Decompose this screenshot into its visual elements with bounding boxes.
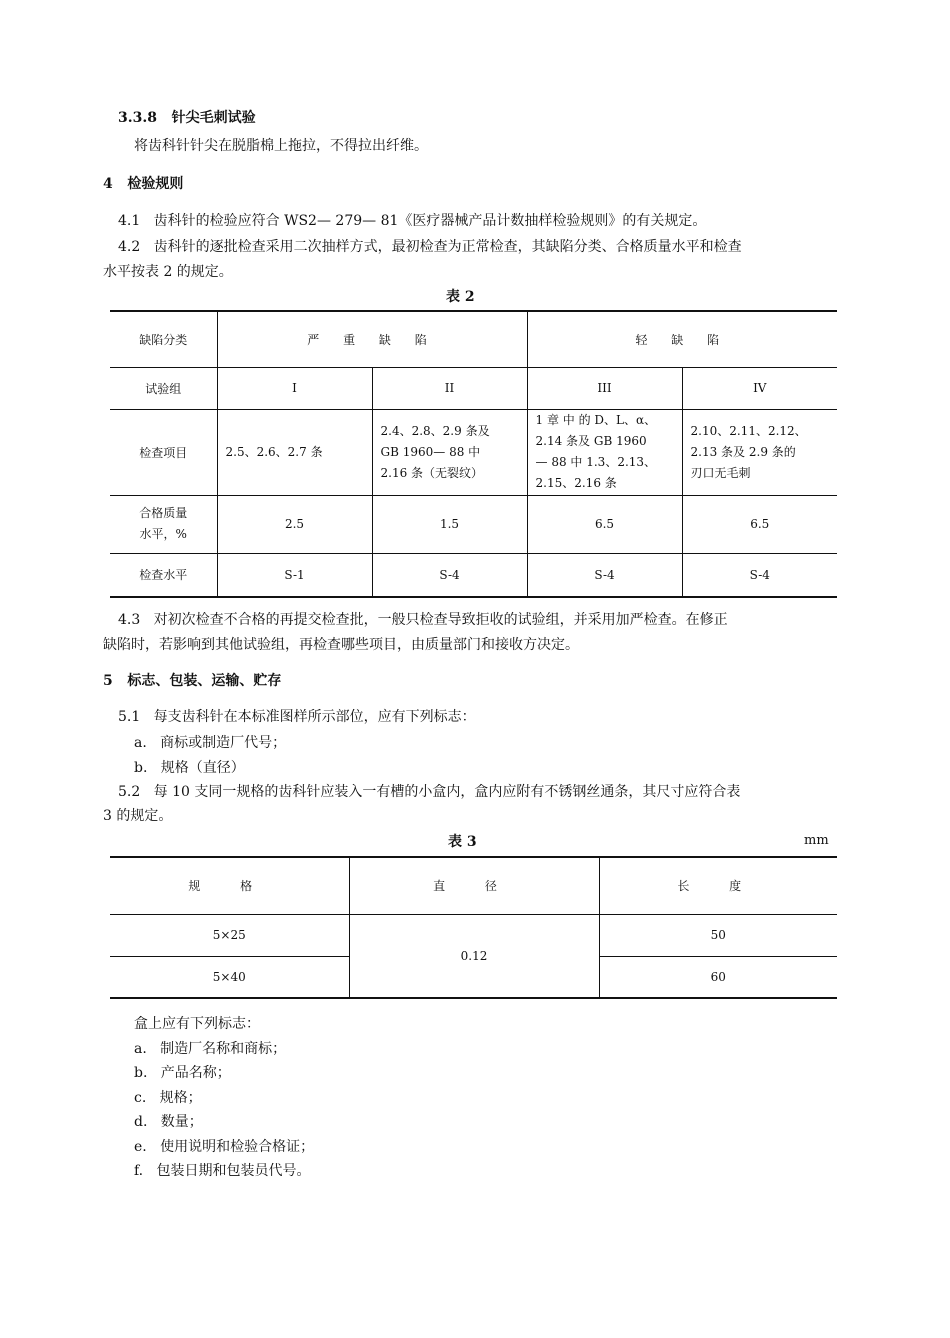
items-line: GB 1960— 88 中	[380, 444, 481, 459]
aql-cell: 1.5	[372, 495, 527, 553]
items-cell	[217, 409, 372, 495]
spec-cell: 5×40	[110, 956, 349, 998]
box-item-b	[134, 1063, 231, 1083]
clause-5-1	[118, 707, 476, 727]
item-text: 包装日期和包装员代号。	[156, 1163, 311, 1179]
section-title: 标志、包装、运输、贮存	[127, 673, 282, 689]
group-cell: II	[372, 367, 527, 409]
group-cell: IV	[682, 367, 837, 409]
items-line: 2.5、2.6、2.7 条	[225, 444, 323, 459]
items-line: 2.13 条及 2.9 条的	[690, 444, 796, 459]
clause-number: 3.3.8	[118, 110, 157, 126]
aql-cell: 6.5	[527, 495, 682, 553]
clause-text: 每 10 支同一规格的齿科针应装入一有槽的小盒内，盒内应附有不锈钢丝通条，其尺寸应符合表	[153, 784, 741, 800]
length-cell: 50	[599, 914, 837, 956]
section-title: 检验规则	[127, 176, 184, 192]
box-markings-intro: 盒上应有下列标志：	[134, 1016, 260, 1032]
row-header-defect-class: 缺陷分类	[110, 311, 217, 367]
items-line: 2.15、2.16 条	[535, 476, 617, 490]
clause-5-2-line-1	[118, 782, 740, 802]
item-key: b.	[134, 1065, 148, 1081]
clause-4-1	[118, 211, 706, 231]
spec-cell: 5×25	[110, 914, 349, 956]
items-line: — 88 中 1.3、2.13、	[535, 455, 657, 469]
header-length: 长 度	[599, 857, 837, 914]
box-item-c	[134, 1088, 202, 1108]
table-row	[110, 914, 837, 956]
table-row	[110, 311, 837, 367]
section-4-heading	[103, 174, 183, 194]
table-row	[110, 367, 837, 409]
table-2	[110, 310, 837, 598]
items-line: 2.14 条及 GB 1960	[535, 434, 647, 448]
items-line: 2.16 条（无裂纹）	[380, 465, 484, 480]
item-text: 产品名称；	[160, 1065, 231, 1081]
clause-4-2-line-2: 水平按表 2 的规定。	[103, 264, 233, 280]
item-key: e.	[134, 1139, 147, 1155]
item-text: 使用说明和检验合格证；	[160, 1139, 315, 1155]
clause-4-2-line-1	[118, 237, 742, 257]
table-2-caption: 表 2	[446, 289, 475, 305]
table-row	[110, 553, 837, 597]
items-line: 2.10、2.11、2.12、	[690, 423, 807, 438]
items-cell	[682, 409, 837, 495]
diameter-cell: 0.12	[349, 914, 599, 998]
box-item-e	[134, 1137, 314, 1157]
section-5-heading	[103, 671, 281, 691]
clause-number: 4.2	[118, 239, 141, 255]
clause-5-1-item-b	[134, 758, 245, 778]
table-row	[110, 495, 837, 553]
table-3	[110, 856, 837, 999]
item-key: b.	[134, 760, 148, 776]
items-line: 2.4、2.8、2.9 条及	[380, 423, 490, 438]
item-key: c.	[134, 1090, 147, 1106]
level-cell: S-4	[372, 553, 527, 597]
item-text: 规格；	[159, 1090, 202, 1106]
clause-text: 对初次检查不合格的再提交检查批，一般只检查导致拒收的试验组，并采用加严检查。在修正	[153, 612, 728, 628]
item-text: 商标或制造厂代号；	[160, 735, 287, 751]
clause-title: 针尖毛刺试验	[171, 110, 256, 126]
item-text: 制造厂名称和商标；	[160, 1041, 287, 1057]
aql-cell: 2.5	[217, 495, 372, 553]
item-text: 数量；	[160, 1114, 203, 1130]
box-item-a	[134, 1039, 286, 1059]
clause-4-3-line-1	[118, 610, 728, 630]
aql-label-line: 合格质量	[139, 506, 188, 520]
item-key: a.	[134, 735, 147, 751]
row-header-aql	[110, 495, 217, 553]
section-number: 5	[103, 673, 113, 689]
header-diameter: 直 径	[349, 857, 599, 914]
level-cell: S-4	[527, 553, 682, 597]
group-cell: III	[527, 367, 682, 409]
table-row	[110, 857, 837, 914]
group-cell: I	[217, 367, 372, 409]
items-line: 1 章 中 的 D、L、α、	[535, 413, 657, 427]
item-text: 规格（直径）	[160, 760, 245, 776]
clause-number: 4.3	[118, 612, 141, 628]
item-key: d.	[134, 1114, 148, 1130]
clause-3-3-8-heading	[118, 108, 256, 128]
level-cell: S-1	[217, 553, 372, 597]
row-header-inspection-items: 检查项目	[110, 409, 217, 495]
section-number: 4	[103, 176, 113, 192]
table-row	[110, 409, 837, 495]
box-item-d	[134, 1112, 203, 1132]
aql-label-line: 水平，%	[139, 527, 187, 541]
header-spec: 规 格	[110, 857, 349, 914]
box-item-f	[134, 1161, 311, 1181]
items-line: 刃口无毛刺	[690, 465, 751, 480]
table-3-unit: mm	[804, 833, 829, 848]
clause-text: 齿科针的逐批检查采用二次抽样方式，最初检查为正常检查，其缺陷分类、合格质量水平和检查	[153, 239, 742, 255]
clause-text: 每支齿科针在本标准图样所示部位，应有下列标志：	[153, 709, 476, 725]
row-header-test-group: 试验组	[110, 367, 217, 409]
item-key: f.	[134, 1163, 144, 1179]
clause-5-2-line-2: 3 的规定。	[103, 808, 173, 824]
clause-number: 5.2	[118, 784, 141, 800]
clause-number: 5.1	[118, 709, 141, 725]
items-cell	[527, 409, 682, 495]
serious-defect-header: 严 重 缺 陷	[217, 311, 527, 367]
length-cell: 60	[599, 956, 837, 998]
aql-cell: 6.5	[682, 495, 837, 553]
minor-defect-header: 轻 缺 陷	[527, 311, 837, 367]
item-key: a.	[134, 1041, 147, 1057]
table-3-caption: 表 3	[448, 834, 477, 850]
items-cell	[372, 409, 527, 495]
clause-3-3-8-body: 将齿科针针尖在脱脂棉上拖拉，不得拉出纤维。	[134, 138, 428, 154]
clause-4-3-line-2: 缺陷时，若影响到其他试验组，再检查哪些项目，由质量部门和接收方决定。	[103, 637, 579, 653]
clause-5-1-item-a	[134, 733, 286, 753]
clause-number: 4.1	[118, 213, 141, 229]
clause-text: 齿科针的检验应符合 WS2— 279— 81《医疗器械产品计数抽样检验规则》的有关规定。	[153, 213, 707, 229]
level-cell: S-4	[682, 553, 837, 597]
row-header-inspection-level: 检查水平	[110, 553, 217, 597]
